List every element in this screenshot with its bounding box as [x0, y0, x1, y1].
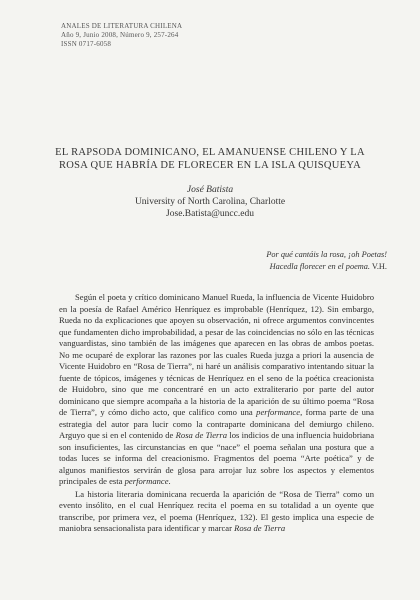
paragraph-text: los indicios de una influencia huidobriana son insuficientes, las circunstancias en que “nace” el poema señalan una postura que a todas luces se informa del creacionismo. Fragmentos del poema “Arte poética” y de algunos manifiestos servirán de glosa para arrojar luz sobre los aspectos y elementos principales de esta — [59, 430, 375, 486]
author-block — [100, 184, 320, 220]
paragraph-1 — [59, 292, 374, 488]
epigraph-line-1: Por qué cantáis la rosa, ¡oh Poetas! — [266, 250, 387, 259]
author-email[interactable]: Jose.Batista@uncc.edu — [166, 209, 254, 219]
paragraph-text: , forma parte de una estrategia del autor para lucir como la contraparte dominicana del demiurgo chileno. Arguyo que si en el contenido de — [59, 407, 374, 440]
journal-header — [61, 22, 182, 49]
journal-name: ANALES DE LITERATURA CHILENA — [61, 22, 183, 30]
epigraph — [157, 249, 387, 272]
emphasis-text: performance — [124, 476, 169, 486]
paragraph-text: Según el poeta y crítico dominicano Manuel Rueda, la influencia de Vicente Huidobro en la poesía de Rafael Américo Henríquez es improbable (Henríquez, 12). Sin embargo, Rueda no da explicaciones que apoyen su observación, ni ofrece argumentos convincentes que fundamenten dicho improbabilidad, a pesar de las coincidencias no sólo en las técnicas vanguardistas, sino también de las imágenes que aparecen en las obras de ambos poetas. No me ocuparé de explorar las razones por las cuales Rueda juzga a priori la ausencia de Vicente Huidobro en “Rosa de Tierra”, ni haré un análisis comparativo intentando situar la fuente de tópicos, imágenes y técnicas de Henríquez en el seno de la poética creacionista de Huidobro, sino que me concentraré en un acto extraliterario por parte del autor dominicano que siempre acompaña a la historia de la aparición de su último poema “Rosa de Tierra”, y cómo dicho acto, que califico como una — [59, 292, 374, 417]
emphasis-text: Rosa de Tierra — [234, 523, 286, 533]
article-body — [59, 292, 374, 535]
author-name: José Batista — [186, 185, 234, 195]
author-affiliation: University of North Carolina, Charlotte — [134, 197, 286, 207]
paragraph-text: La historia literaria dominicana recuerda la aparición de “Rosa de Tierra” como un evento insólito, en el cual Henríquez recita el poema en su totalidad a un oyente que transcribe, por primera vez, el poema (Henríquez, 132). El gesto implica una especie de maniobra sensacionalista para identificar y marcar — [59, 488, 374, 533]
paragraph-text: . — [168, 476, 171, 486]
article-title: EL RAPSODA DOMINICANO, EL AMANUENSE CHILENO Y LA ROSA QUE HABRÍA DE FLORECER EN LA ISLA QUISQUEYA — [55, 147, 365, 171]
epigraph-attribution: V.H. — [370, 261, 387, 271]
paragraph-2 — [59, 489, 374, 535]
journal-issn: ISSN 0717-6058 — [61, 40, 112, 48]
journal-issue: Año 9, Junio 2008, Número 9, 257-264 — [61, 31, 179, 39]
emphasis-text: Rosa de Tierra — [175, 430, 228, 440]
emphasis-text: performance — [256, 407, 301, 417]
epigraph-line-2: Hacedla florecer en el poema. — [269, 261, 370, 271]
